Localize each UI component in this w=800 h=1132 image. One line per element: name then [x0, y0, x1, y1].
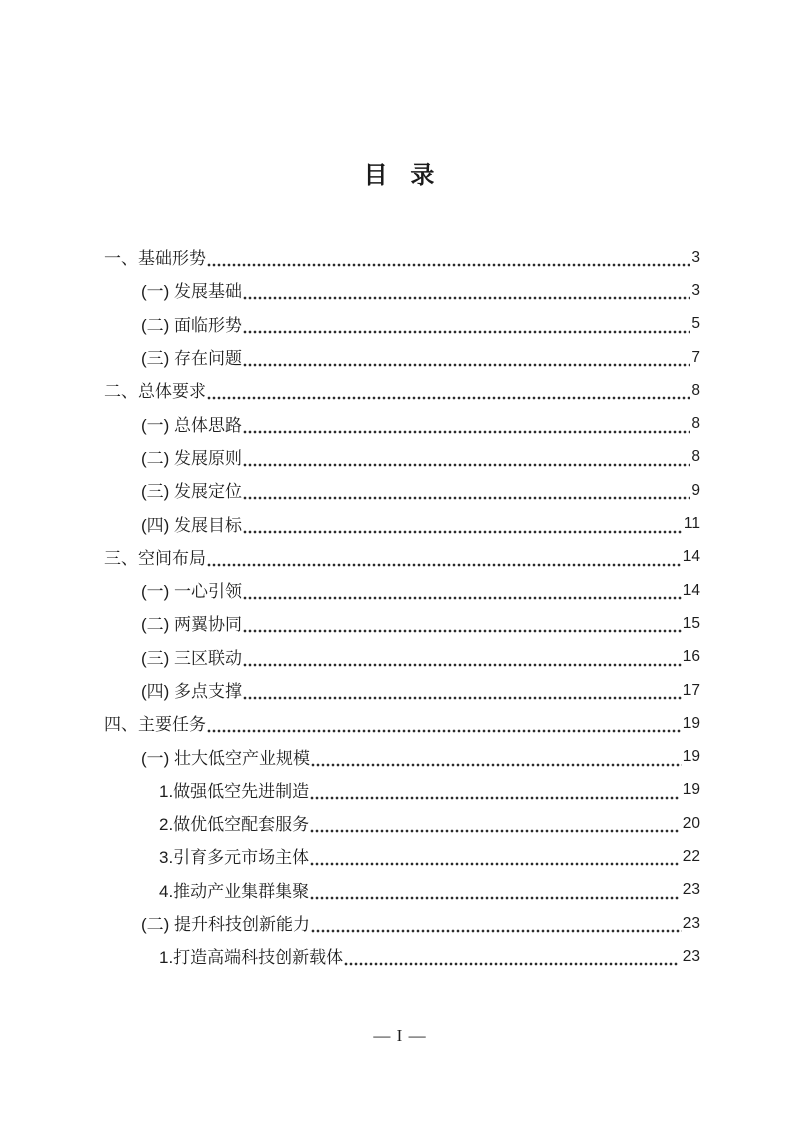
toc-entry-label: (二) 面临形势	[141, 315, 243, 335]
toc-entry-label: 1.做强低空先进制造	[159, 781, 310, 801]
toc-entry-page: 8	[691, 381, 700, 399]
toc-entry[interactable]	[104, 939, 700, 972]
dot-leader	[207, 553, 682, 568]
toc-entry-page: 8	[691, 448, 700, 466]
page-title: 目 录	[363, 162, 437, 189]
toc-entry-page: 3	[691, 281, 700, 299]
dot-leader	[311, 919, 682, 934]
toc-entry[interactable]	[104, 673, 700, 706]
toc-entry[interactable]	[104, 506, 700, 539]
dot-leader	[243, 586, 682, 601]
toc-entry[interactable]	[104, 773, 700, 806]
dot-leader	[243, 420, 690, 435]
toc-entry[interactable]	[104, 573, 700, 606]
toc-entry-label: 四、主要任务	[104, 715, 206, 735]
dot-leader	[243, 286, 690, 301]
toc-entry-page: 23	[682, 881, 700, 899]
toc-entry-page: 22	[682, 847, 700, 865]
toc-entry-label: (二) 提升科技创新能力	[141, 915, 311, 935]
toc-entry[interactable]	[104, 839, 700, 872]
dot-leader	[344, 952, 679, 967]
toc-entry[interactable]	[104, 873, 700, 906]
dot-leader	[243, 453, 690, 468]
toc-entry-label: (二) 两翼协同	[141, 615, 243, 635]
toc-entry-page: 16	[682, 648, 700, 666]
toc-entry[interactable]	[104, 739, 700, 772]
dot-leader	[243, 653, 682, 668]
toc-entry-label: (四) 发展目标	[141, 515, 243, 535]
toc-entry[interactable]	[104, 906, 700, 939]
toc-entry-label: 4.推动产业集群集聚	[159, 881, 310, 901]
dot-leader	[310, 786, 679, 801]
dot-leader	[310, 852, 679, 867]
toc-entry[interactable]	[104, 606, 700, 639]
page-number-footer: — I —	[373, 1026, 427, 1045]
toc-entry-label: 1.打造高端科技创新载体	[159, 948, 344, 968]
toc-entry-page: 14	[682, 581, 700, 599]
toc-entry-label: (二) 发展原则	[141, 448, 243, 468]
toc-entry-page: 19	[682, 781, 700, 799]
toc-entry[interactable]	[104, 340, 700, 373]
dot-leader	[243, 619, 682, 634]
toc-entry-page: 5	[691, 315, 700, 333]
dot-leader	[310, 819, 679, 834]
toc-entry-label: 一、基础形势	[104, 249, 206, 269]
toc-entry-page: 19	[682, 748, 700, 766]
toc-entry-label: 二、总体要求	[104, 382, 206, 402]
toc-entry[interactable]	[104, 540, 700, 573]
toc-entry-label: (三) 发展定位	[141, 482, 243, 502]
toc-entry-page: 11	[683, 515, 700, 533]
toc-entry-page: 8	[691, 415, 700, 433]
toc-entry[interactable]	[104, 307, 700, 340]
dot-leader	[243, 353, 690, 368]
toc-entry[interactable]	[104, 273, 700, 306]
toc-entry-page: 3	[691, 248, 700, 266]
toc-entry-label: 2.做优低空配套服务	[159, 815, 310, 835]
toc-entry[interactable]	[104, 706, 700, 739]
toc-entry-label: (一) 总体思路	[141, 415, 243, 435]
dot-leader	[243, 486, 690, 501]
toc-entry[interactable]	[104, 640, 700, 673]
toc-entry-page: 20	[682, 814, 700, 832]
toc-entry[interactable]	[104, 440, 700, 473]
toc-entry-label: (一) 发展基础	[141, 282, 243, 302]
toc-entry-page: 7	[691, 348, 700, 366]
toc-entry-page: 14	[682, 548, 700, 566]
toc-entry-page: 9	[691, 481, 700, 499]
toc-entry-label: (三) 存在问题	[141, 349, 243, 369]
toc-entry-label: (一) 壮大低空产业规模	[141, 748, 311, 768]
toc-entry-page: 19	[682, 714, 700, 732]
toc-entry-label: (一) 一心引领	[141, 582, 243, 602]
toc-entry-page: 17	[682, 681, 700, 699]
toc-entry-label: (三) 三区联动	[141, 648, 243, 668]
toc-entry-label: 3.引育多元市场主体	[159, 848, 310, 868]
dot-leader	[243, 686, 682, 701]
toc-entry-page: 23	[682, 914, 700, 932]
dot-leader	[243, 320, 690, 335]
toc-entry-label: 三、空间布局	[104, 548, 206, 568]
toc-entry-label: (四) 多点支撑	[141, 682, 243, 701]
dot-leader	[311, 753, 682, 768]
dot-leader	[207, 719, 682, 734]
dot-leader	[310, 886, 679, 901]
toc-entry-page: 23	[682, 947, 700, 965]
toc-entry[interactable]	[104, 806, 700, 839]
toc-entry[interactable]	[104, 406, 700, 439]
table-of-contents	[104, 240, 700, 973]
toc-entry-page: 15	[682, 614, 700, 632]
dot-leader	[207, 386, 690, 401]
dot-leader	[207, 253, 690, 268]
toc-entry[interactable]	[104, 473, 700, 506]
toc-entry[interactable]	[104, 240, 700, 273]
toc-entry[interactable]	[104, 373, 700, 406]
dot-leader	[243, 520, 683, 535]
